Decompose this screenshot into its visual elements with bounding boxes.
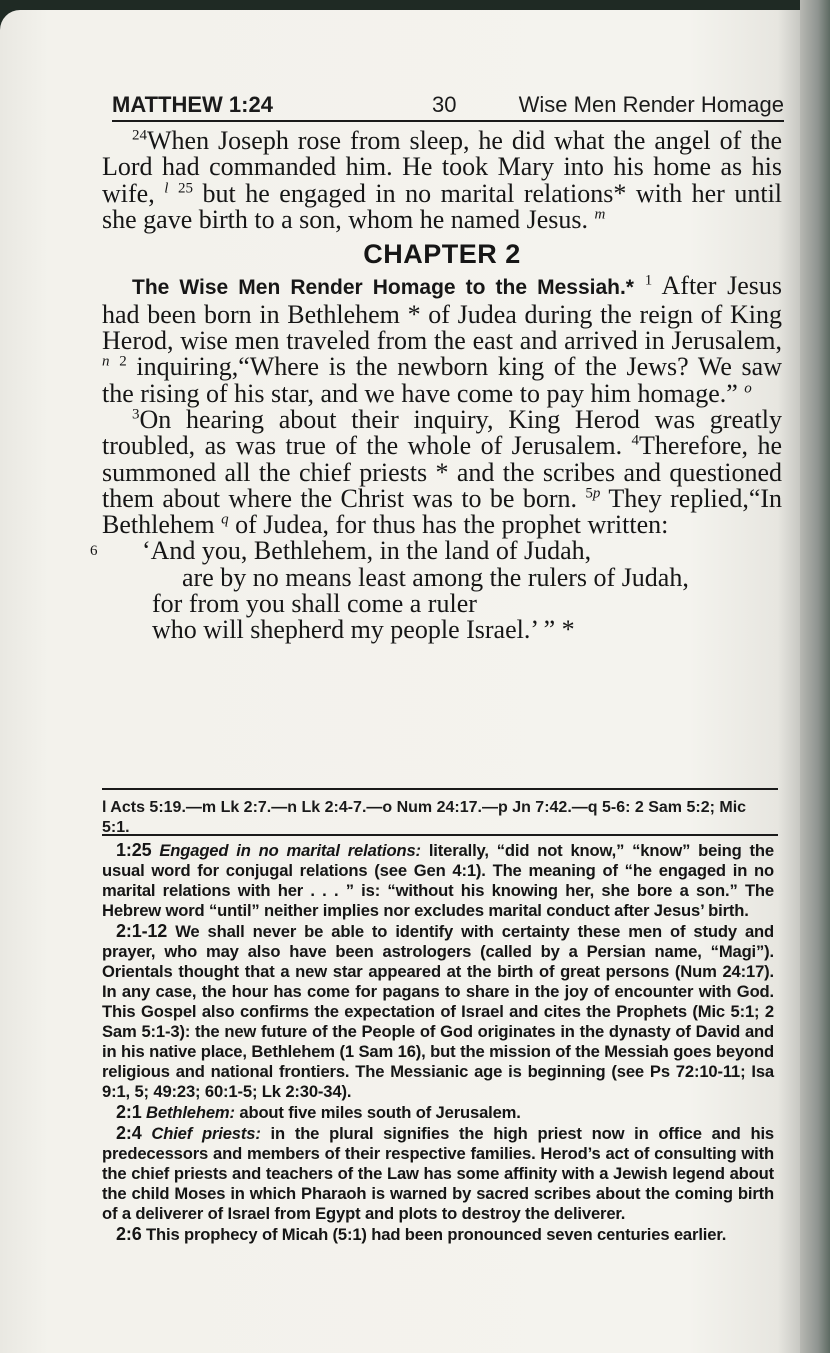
study-note (102, 840, 774, 921)
verse-number: 4 (631, 432, 640, 449)
section-heading: The Wise Men Render Homage to the Messiah.* (132, 276, 634, 300)
page-number: 30 (432, 92, 457, 117)
note-text: We shall never be able to identify with certainty these men of study and prayer, who may also have been astrologers (called by a Persian name, “Magi”). Orientals thought that a new star appeared at the birth of great persons (Num 24:17). In any case, the hour has come for pagans to share in the joy of encounter with God. This Gospel also confirms the expectation of Israel and cites the Prophets (Mic 5:1; 2 Sam 5:1-3): the new future of the People of God originates in the dynasty of David and in his native place, Bethlehem (1 Sam 16), but the mission of the Messiah goes beyond religious and national frontiers. The Messianic age is beginning (see Ps 72:10-11; Isa 9:1, 5; 49:23; 60:1-5; Lk 2:30-34). (102, 922, 774, 1101)
note-term: Bethlehem: (146, 1103, 235, 1122)
footnote-marker: m (594, 206, 606, 223)
page-edge (800, 0, 830, 1353)
cross-references: l Acts 5:19.—m Lk 2:7.—n Lk 2:4-7.—o Num 24:17.—p Jn 7:42.—q 5-6: 2 Sam 5:2; Mic 5:1. (102, 788, 778, 838)
verse-text: of Judea, for thus has the prophet written: (235, 510, 669, 540)
verse-text: After Jesus had been born in Bethlehem * of Judea during the reign of King Herod, wise men traveled from the east and arrived in Jerusalem, (102, 271, 782, 356)
verse-number: 3 (132, 406, 140, 423)
footnote-marker: p (592, 485, 601, 502)
footnote-marker: n (102, 353, 110, 370)
verse-paragraph (102, 404, 783, 540)
poetry-quote (90, 536, 782, 645)
note-text: This prophecy of Micah (5:1) had been pronounced seven centuries earlier. (146, 1225, 727, 1244)
book-page (0, 10, 810, 1353)
verse-text: They replied,“In Bethlehem (102, 483, 783, 540)
note-ref: 1:25 (116, 840, 152, 860)
verse-text: but he engaged in no marital relations* with her until she gave birth to a son, whom he named Jesus. (102, 178, 783, 234)
verse-number: 25 (177, 179, 193, 196)
note-term: Chief priests: (151, 1124, 261, 1143)
note-text: literally, “did not know,” “know” being the usual word for conjugal relations (see Gen 4:1). The meaning of “he engaged in no marital relations with her . . . ” is: “without his knowing her, she bore a son.” The Hebrew word “until” neither implies nor excludes marital conduct after Jesus’ birth. (102, 841, 774, 920)
note-text: about five miles south of Jerusalem. (239, 1103, 521, 1122)
note-ref: 2:6 (116, 1224, 142, 1244)
footnote-marker: l (164, 179, 169, 196)
study-note (102, 1102, 774, 1123)
verse-number: 24 (132, 127, 147, 144)
verses-1-24-25 (102, 128, 782, 233)
poem-line: 6 ‘And you, Bethlehem, in the land of Judah, (90, 536, 592, 566)
study-notes (102, 840, 774, 1245)
study-note (102, 1224, 774, 1245)
note-ref: 2:4 (116, 1123, 142, 1143)
section-paragraph (102, 273, 782, 406)
footnote-marker: o (744, 380, 752, 397)
verse-text: On hearing about their inquiry, King Herod was greatly troubled, as was true of the whole of Jerusalem. (102, 404, 782, 461)
header-reference: MATTHEW 1:24 (112, 92, 273, 117)
verse-number: 5 (585, 485, 593, 502)
verse-text: When Joseph rose from sleep, he did what the angel of the Lord had commanded him. He took Mary into his home as his wife, (102, 126, 782, 208)
verse-number: 6 (90, 543, 98, 560)
chapter-heading: CHAPTER 2 (363, 239, 521, 270)
running-header (112, 90, 784, 122)
verse-number: 2 (119, 353, 127, 370)
verse-number: 1 (644, 272, 653, 289)
verse-text: inquiring,“Where is the newborn king of the Jews? We saw the rising of his star, and we have come to pay him homage.” (102, 352, 782, 408)
poem-line: for from you shall come a ruler (152, 589, 477, 619)
note-ref: 2:1 (116, 1102, 142, 1122)
divider (102, 834, 778, 836)
running-title: Wise Men Render Homage (518, 92, 784, 117)
study-note (102, 921, 774, 1102)
scripture-text (90, 126, 783, 645)
verse-text: Therefore, he summoned all the chief priests * and the scribes and questioned them about where the Christ was to be born. (102, 431, 782, 513)
note-text: in the plural signifies the high priest now in office and his predecessors and members of their respective families. Herod’s act of consulting with the chief priests and teachers of the Law has some affinity with a Jewish legend about the child Moses in which Pharaoh is warned by sacred scribes about the coming birth of a deliverer of Israel from Egypt and plots to destroy the deliverer. (102, 1124, 774, 1223)
study-note (102, 1123, 774, 1224)
note-ref: 2:1-12 (116, 921, 168, 941)
poem-line: who will shepherd my people Israel.’ ” * (152, 615, 575, 645)
note-term: Engaged in no marital relations: (159, 841, 421, 860)
footnote-marker: q (221, 511, 229, 528)
poem-line: are by no means least among the rulers of Judah, (182, 562, 689, 592)
